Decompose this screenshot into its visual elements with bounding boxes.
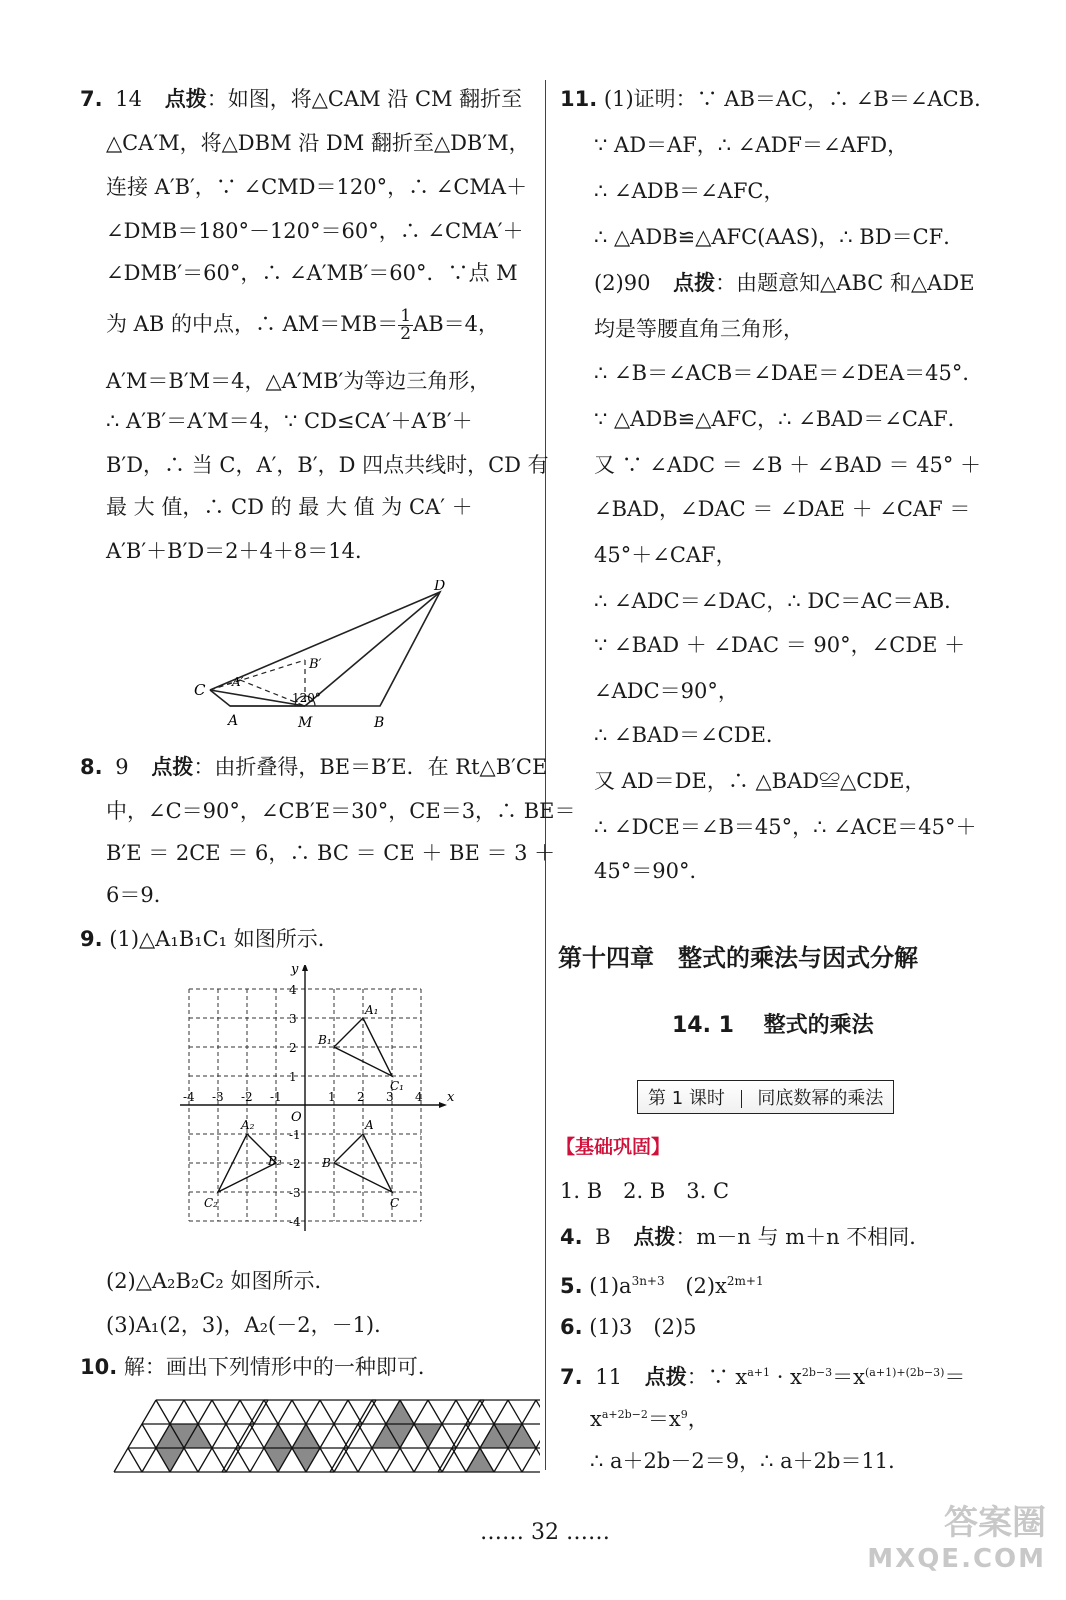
shaded-triangle (414, 1424, 442, 1448)
q11-line-14: ∠ADC＝90°， (594, 679, 739, 703)
shaded-triangle (386, 1400, 414, 1424)
label-b1: B₁ (318, 1033, 332, 1047)
q7-line-2: △CA′M，将△DBM 沿 DM 翻折至△DB′M， (106, 131, 530, 155)
q7r-t3: ＝x (832, 1365, 865, 1389)
q7r-t5: x (590, 1407, 602, 1431)
q7-number: 7. (80, 87, 103, 111)
label-a2: A₂ (241, 1118, 255, 1132)
q7r-e3: (a+1)+(2b−3) (865, 1366, 945, 1379)
q7-line-6 (106, 308, 499, 343)
q10-line-1 (80, 1352, 439, 1382)
q4-answer: B (595, 1225, 611, 1249)
q7-line-8: ∴ A′B′＝A′M＝4，∵ CD≤CA′＋A′B′＋ (106, 409, 473, 433)
q7r-t4: ＝ (944, 1365, 966, 1389)
q10-triangle-grids (110, 1398, 540, 1476)
q7-answer: 14 (115, 87, 143, 111)
q7-line-3: 连接 A′B′，∵ ∠CMD＝120°，∴ ∠CMA＋ (106, 175, 528, 199)
fraction-half (398, 308, 413, 343)
q6-text: (1)3 (2)5 (589, 1315, 697, 1339)
lesson-label (637, 1080, 894, 1114)
q7r-t2: · x (770, 1365, 802, 1389)
fig-label-b-prime: B′ (309, 657, 322, 672)
label-b: B (322, 1156, 331, 1170)
x-axis-arrow (439, 1102, 447, 1108)
answers-1-3: 1. B 2. B 3. C (560, 1179, 730, 1203)
q4-number: 4. (560, 1225, 583, 1249)
q11-line-8: ∵ △ADB≌△AFC，∴ ∠BAD＝∠CAF． (594, 407, 969, 431)
q8-answer: 9 (115, 755, 129, 779)
y-tick-label: 4 (289, 983, 297, 997)
q9-line-2: (2)△A₂B₂C₂ 如图所示． (106, 1269, 336, 1293)
q11-line-6: 均是等腰直角三角形， (594, 317, 804, 341)
watermark-url: MXQE.COM (867, 1544, 1046, 1574)
q7-text-6a: 为 AB 的中点，∴ AM＝MB＝ (106, 312, 399, 336)
q7r-t7: ， (687, 1407, 709, 1431)
x-tick-label: -3 (212, 1090, 224, 1104)
tri-grid-line (236, 1448, 250, 1472)
y-axis-arrow (302, 965, 308, 971)
q7r-line-3: ∴ a＋2b－2＝9，∴ a＋2b＝11． (590, 1449, 910, 1473)
q7-keyword: 点拨 (164, 87, 207, 111)
tri-grid-line (128, 1448, 142, 1472)
y-tick-label: -4 (289, 1215, 301, 1229)
q7-line-7: A′M＝B′M＝4，△A′MB′为等边三角形， (106, 369, 491, 393)
q7r-line-1 (560, 1358, 965, 1392)
origin-label: O (291, 1110, 302, 1125)
y-tick-label: -2 (289, 1157, 301, 1171)
shaded-triangle (292, 1424, 320, 1448)
label-c: C (390, 1196, 400, 1210)
q11-line-4: ∴ △ADB≌△AFC(AAS)，∴ BD＝CF． (594, 225, 965, 249)
y-tick-label: 3 (289, 1012, 297, 1026)
lesson-title: 同底数幂的乘法 (757, 1088, 884, 1109)
shaded-triangle (292, 1448, 320, 1472)
q7-line-1 (80, 84, 522, 114)
q8-number: 8. (80, 755, 103, 779)
q11-line-10: ∠BAD，∠DAC ＝ ∠DAE ＋ ∠CAF ＝ (594, 497, 971, 521)
q11-line-1 (560, 84, 995, 114)
q6-line (560, 1312, 697, 1342)
q5-number: 5. (560, 1274, 583, 1298)
q7r-e2: 2b−3 (801, 1366, 833, 1379)
fig-label-m: M (298, 715, 313, 731)
q9-line-1 (80, 924, 339, 954)
q7r-e1: a+1 (747, 1366, 771, 1379)
tri-grid-line (452, 1448, 466, 1472)
q11-line-13: ∵ ∠BAD ＋ ∠DAC ＝ 90°，∠CDE ＋ (594, 633, 966, 657)
x-tick-label: 1 (328, 1090, 336, 1104)
q11-number: 11. (560, 87, 598, 111)
triangle-abc (334, 1134, 392, 1192)
q6-number: 6. (560, 1315, 583, 1339)
q7-line-5: ∠DMB′＝60°，∴ ∠A′MB′＝60°．∵点 M (106, 261, 518, 285)
section-title: 14. 1 整式的乘法 (672, 1013, 874, 1038)
fig-label-b: B (374, 715, 385, 731)
watermark-logo-text: 答案圈 (944, 1503, 1046, 1543)
q7r-answer: 11 (595, 1365, 623, 1389)
q11-line-11: 45°＋∠CAF， (594, 543, 737, 567)
section-badge: 【基础巩固】 (556, 1136, 671, 1158)
q7-text: ：如图，将△CAM 沿 CM 翻折至 (206, 87, 523, 111)
q9-line-3: (3)A₁(2，3)，A₂(－2，－1)． (106, 1313, 396, 1337)
fraction-num: 1 (400, 306, 412, 326)
y-axis-label: y (291, 965, 299, 977)
q7-line-4: ∠DMB＝180°－120°＝60°，∴ ∠CMA′＋ (106, 219, 524, 243)
x-tick-label: -1 (270, 1090, 282, 1104)
q7-line-10: 最 大 值，∴ CD 的 最 大 值 为 CA′ ＋ (106, 495, 473, 519)
q7-figure (190, 580, 460, 735)
q5-part2-exp: 2m+1 (726, 1274, 764, 1288)
q10-number: 10. (80, 1355, 118, 1379)
q7r-number: 7. (560, 1365, 583, 1389)
fig-label-c: C (194, 681, 206, 699)
q11-line-2: ∵ AD＝AF，∴ ∠ADF＝∠AFD， (594, 133, 909, 157)
label-a: A (365, 1118, 374, 1132)
tri-grid-line (344, 1448, 358, 1472)
lesson-separator (741, 1090, 742, 1108)
x-axis-label: x (447, 1090, 455, 1105)
q8-line-1 (80, 752, 547, 782)
fraction-den: 2 (400, 324, 412, 344)
q5-line (560, 1266, 764, 1301)
q4-line (560, 1222, 930, 1252)
q5-part1-exp: 3n+3 (631, 1274, 665, 1288)
q7r-e5: 9 (680, 1408, 688, 1421)
q8-line-4: 6＝9． (106, 883, 175, 907)
q4-keyword: 点拨 (633, 1225, 676, 1249)
x-tick-label: 3 (386, 1090, 394, 1104)
q11-line-16: 又 AD＝DE，∴ △BAD≌△CDE， (594, 769, 926, 793)
q7r-keyword: 点拨 (644, 1365, 687, 1389)
q11-line-5 (594, 268, 975, 298)
q8-line-2: 中，∠C＝90°，∠CB′E＝30°，CE＝3，∴ BE＝ (106, 799, 576, 823)
q7-line-9: B′D，∴ 当 C，A′，B′，D 四点共线时，CD 有 (106, 453, 549, 477)
q8-keyword: 点拨 (151, 755, 194, 779)
x-tick-label: -2 (241, 1090, 253, 1104)
shaded-triangle (264, 1448, 292, 1472)
watermark (867, 1505, 1046, 1577)
shaded-triangle (466, 1448, 494, 1472)
q7r-t1: ：∵ x (686, 1365, 748, 1389)
q5-part2: (2)x (685, 1274, 727, 1298)
label-a1: A₁ (365, 1003, 379, 1017)
chapter-title: 第十四章 整式的乘法与因式分解 (558, 944, 918, 972)
label-c2: C₂ (204, 1196, 218, 1210)
x-tick-label: 2 (357, 1090, 365, 1104)
label-b2: B₂ (268, 1154, 282, 1168)
q9-number: 9. (80, 927, 103, 951)
q7r-line-2 (590, 1400, 709, 1434)
x-tick-label: -4 (183, 1090, 195, 1104)
fig-label-d: D (434, 580, 446, 594)
x-tick-label: 4 (415, 1090, 423, 1104)
y-tick-label: 1 (289, 1070, 297, 1084)
q11-part2-answer: (2)90 (594, 271, 651, 295)
q11-line-15: ∴ ∠BAD＝∠CDE． (594, 723, 787, 747)
q11-line-3: ∴ ∠ADB＝∠AFC， (594, 179, 785, 203)
q8-text: ：由折叠得，BE＝B′E．在 Rt△B′CE (193, 755, 548, 779)
q8-line-3: B′E ＝ 2CE ＝ 6，∴ BC ＝ CE ＋ BE ＝ 3 ＋ (106, 841, 556, 865)
q11-line-18: 45°＝90°． (594, 859, 711, 883)
page-number: …… 32 …… (480, 1520, 610, 1545)
q9-text-1: (1)△A₁B₁C₁ 如图所示． (109, 927, 339, 951)
q11-keyword: 点拨 (673, 271, 716, 295)
q7-line-11: A′B′＋B′D＝2＋4＋8＝14． (106, 539, 376, 563)
q9-coordinate-figure (180, 965, 460, 1245)
q11-text-1: (1)证明：∵ AB＝AC，∴ ∠B＝∠ACB． (603, 87, 996, 111)
q11-text-5: ：由题意知△ABC 和△ADE (715, 271, 975, 295)
q7-text-6b: AB＝4， (413, 312, 500, 336)
fig-label-angle: 120° (292, 691, 321, 705)
fig-label-a: A (228, 713, 239, 729)
q11-line-12: ∴ ∠ADC＝∠DAC，∴ DC＝AC＝AB． (594, 589, 966, 613)
q7r-t6: ＝x (647, 1407, 681, 1431)
label-c1: C₁ (390, 1079, 404, 1093)
q11-line-7: ∴ ∠B＝∠ACB＝∠DAE＝∠DEA＝45°． (594, 361, 984, 385)
shaded-triangle (156, 1448, 184, 1472)
q11-line-9: 又 ∵ ∠ADC ＝ ∠B ＋ ∠BAD ＝ 45° ＋ (594, 453, 982, 477)
y-tick-label: 2 (289, 1041, 297, 1055)
y-tick-label: -3 (289, 1186, 301, 1200)
lesson-number: 第 1 课时 (648, 1088, 725, 1109)
q5-part1: (1)a (589, 1274, 632, 1298)
q7r-e4: a+2b−2 (601, 1408, 648, 1421)
y-tick-label: -1 (289, 1128, 301, 1142)
shaded-triangle (264, 1424, 292, 1448)
fig-label-a-prime: A′ (232, 675, 244, 689)
q10-text: 解：画出下列情形中的一种即可． (123, 1355, 439, 1379)
q11-line-17: ∴ ∠DCE＝∠B＝45°，∴ ∠ACE＝45°＋ (594, 815, 977, 839)
q4-text: ：m－n 与 m＋n 不相同． (675, 1225, 931, 1249)
